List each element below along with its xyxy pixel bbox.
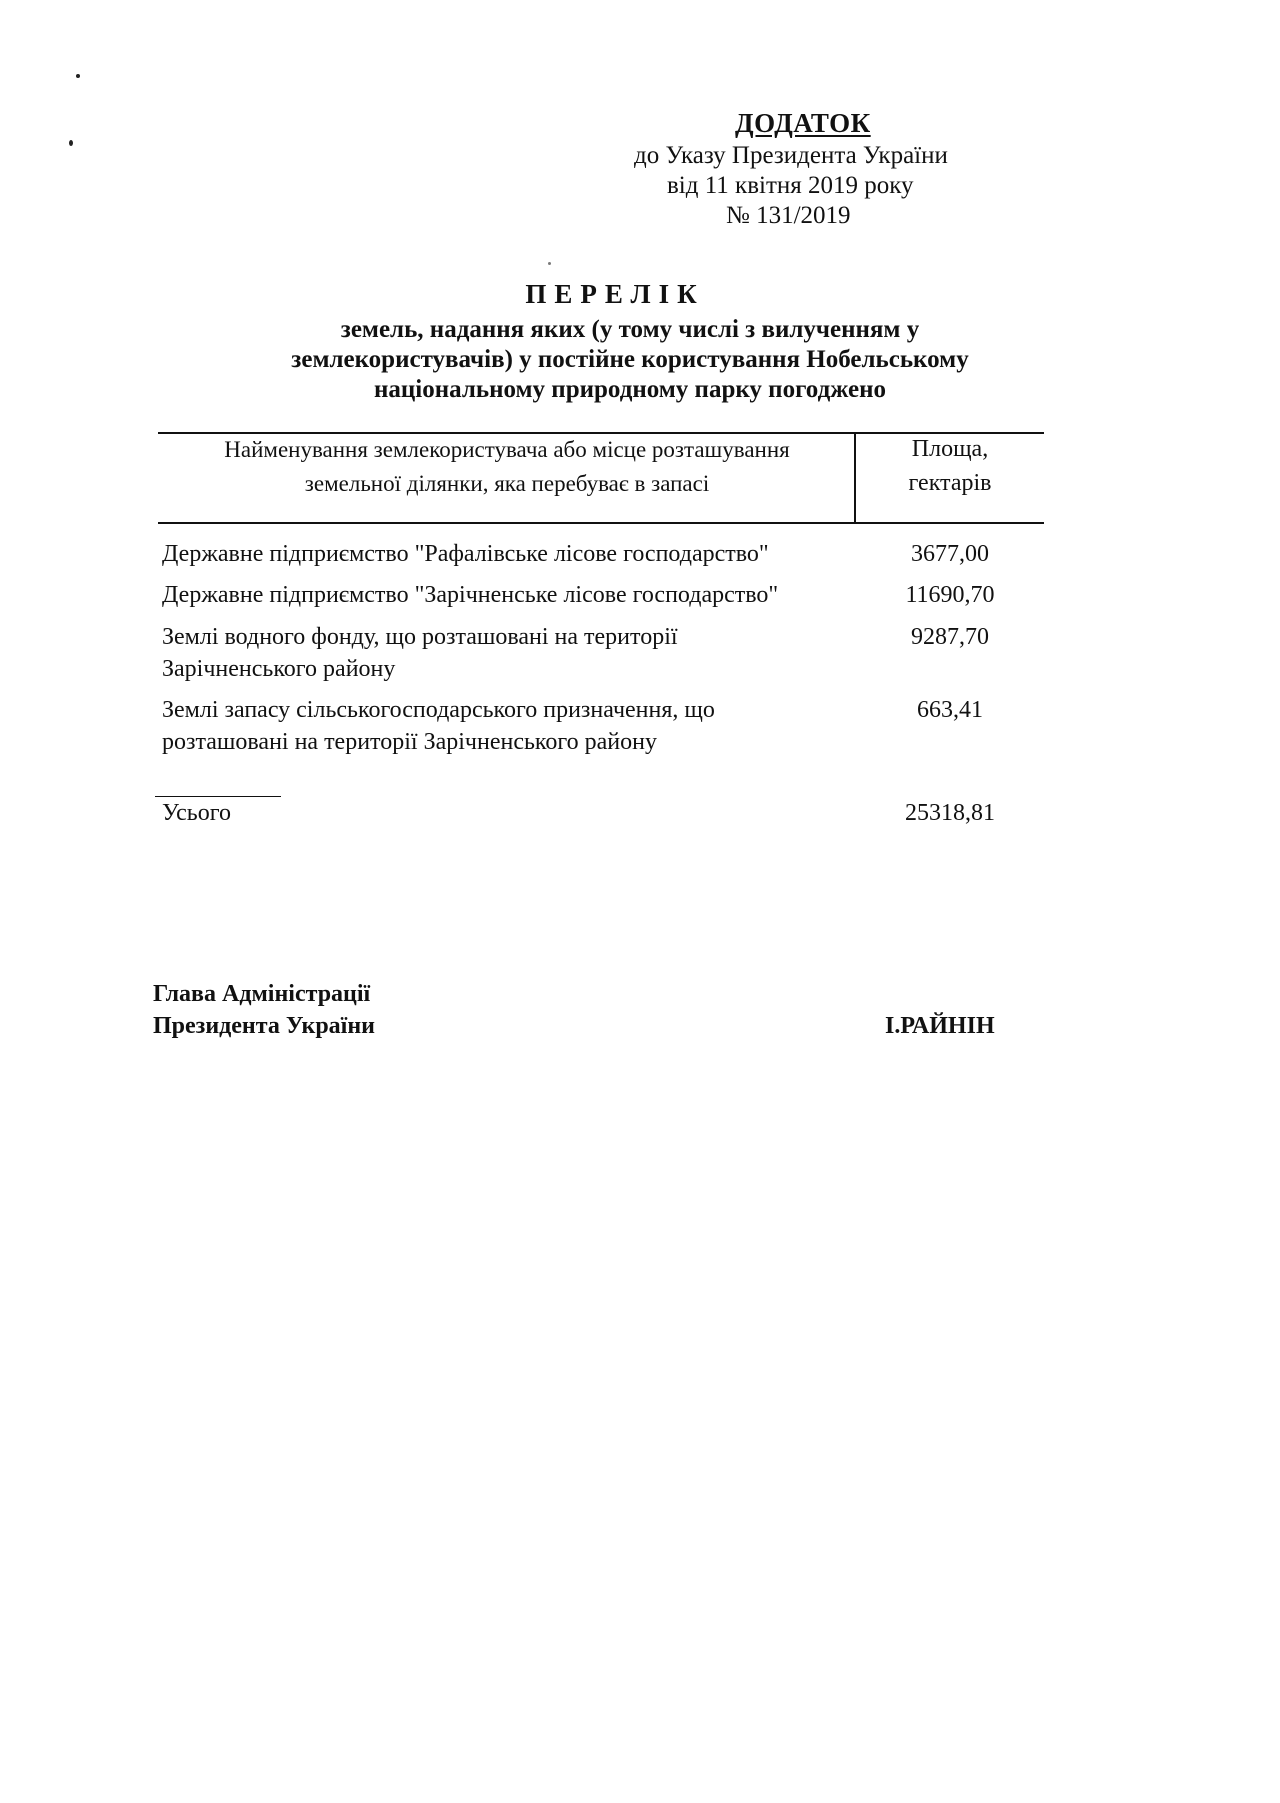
table-header-bottom-rule (158, 522, 1044, 524)
total-separator-rule (155, 796, 281, 797)
list-subtitle-line: земель, надання яких (у тому числі з вилученням у (340, 316, 920, 343)
scan-speck (76, 74, 80, 78)
row-area: 11690,70 (905, 582, 995, 608)
total-label: Усього (162, 800, 231, 826)
row-name-line: розташовані на території Зарічненського району (162, 729, 657, 755)
row-name-line: Землі водного фонду, що розташовані на території (162, 624, 678, 650)
appendix-decree-ref: до Указу Президента України (634, 142, 948, 169)
list-title: ПЕРЕЛІК (525, 279, 705, 309)
row-name-line: Державне підприємство "Рафалівське лісове господарство" (162, 541, 769, 567)
signatory-name: І.РАЙНІН (885, 1013, 995, 1039)
appendix-number: № 131/2019 (726, 202, 851, 229)
total-value: 25318,81 (905, 800, 995, 826)
row-area: 663,41 (917, 697, 983, 723)
appendix-title: ДОДАТОК (735, 108, 871, 138)
scan-speck (548, 262, 551, 265)
row-name-line: Зарічненського району (162, 656, 396, 682)
appendix-date: від 11 квітня 2019 року (667, 172, 914, 199)
signatory-position-line: Глава Адміністрації (153, 981, 371, 1007)
row-area: 3677,00 (911, 541, 989, 567)
row-name-line: Державне підприємство "Зарічненське лісове господарство" (162, 582, 779, 608)
scan-speck (69, 140, 73, 146)
row-name-line: Землі запасу сільськогосподарського призначення, що (162, 697, 715, 723)
table-header-name-line: Найменування землекористувача або місце розташування (224, 437, 790, 462)
row-area: 9287,70 (911, 624, 989, 650)
signatory-position-line: Президента України (153, 1013, 375, 1039)
table-header-area-line: гектарів (908, 470, 992, 496)
table-header-area-line: Площа, (911, 436, 989, 462)
list-subtitle-line: національному природному парку погоджено (373, 376, 887, 403)
list-subtitle-line: землекористувачів) у постійне користування Нобельському (291, 346, 969, 373)
table-header-name-line: земельної ділянки, яка перебуває в запасі (304, 471, 710, 496)
